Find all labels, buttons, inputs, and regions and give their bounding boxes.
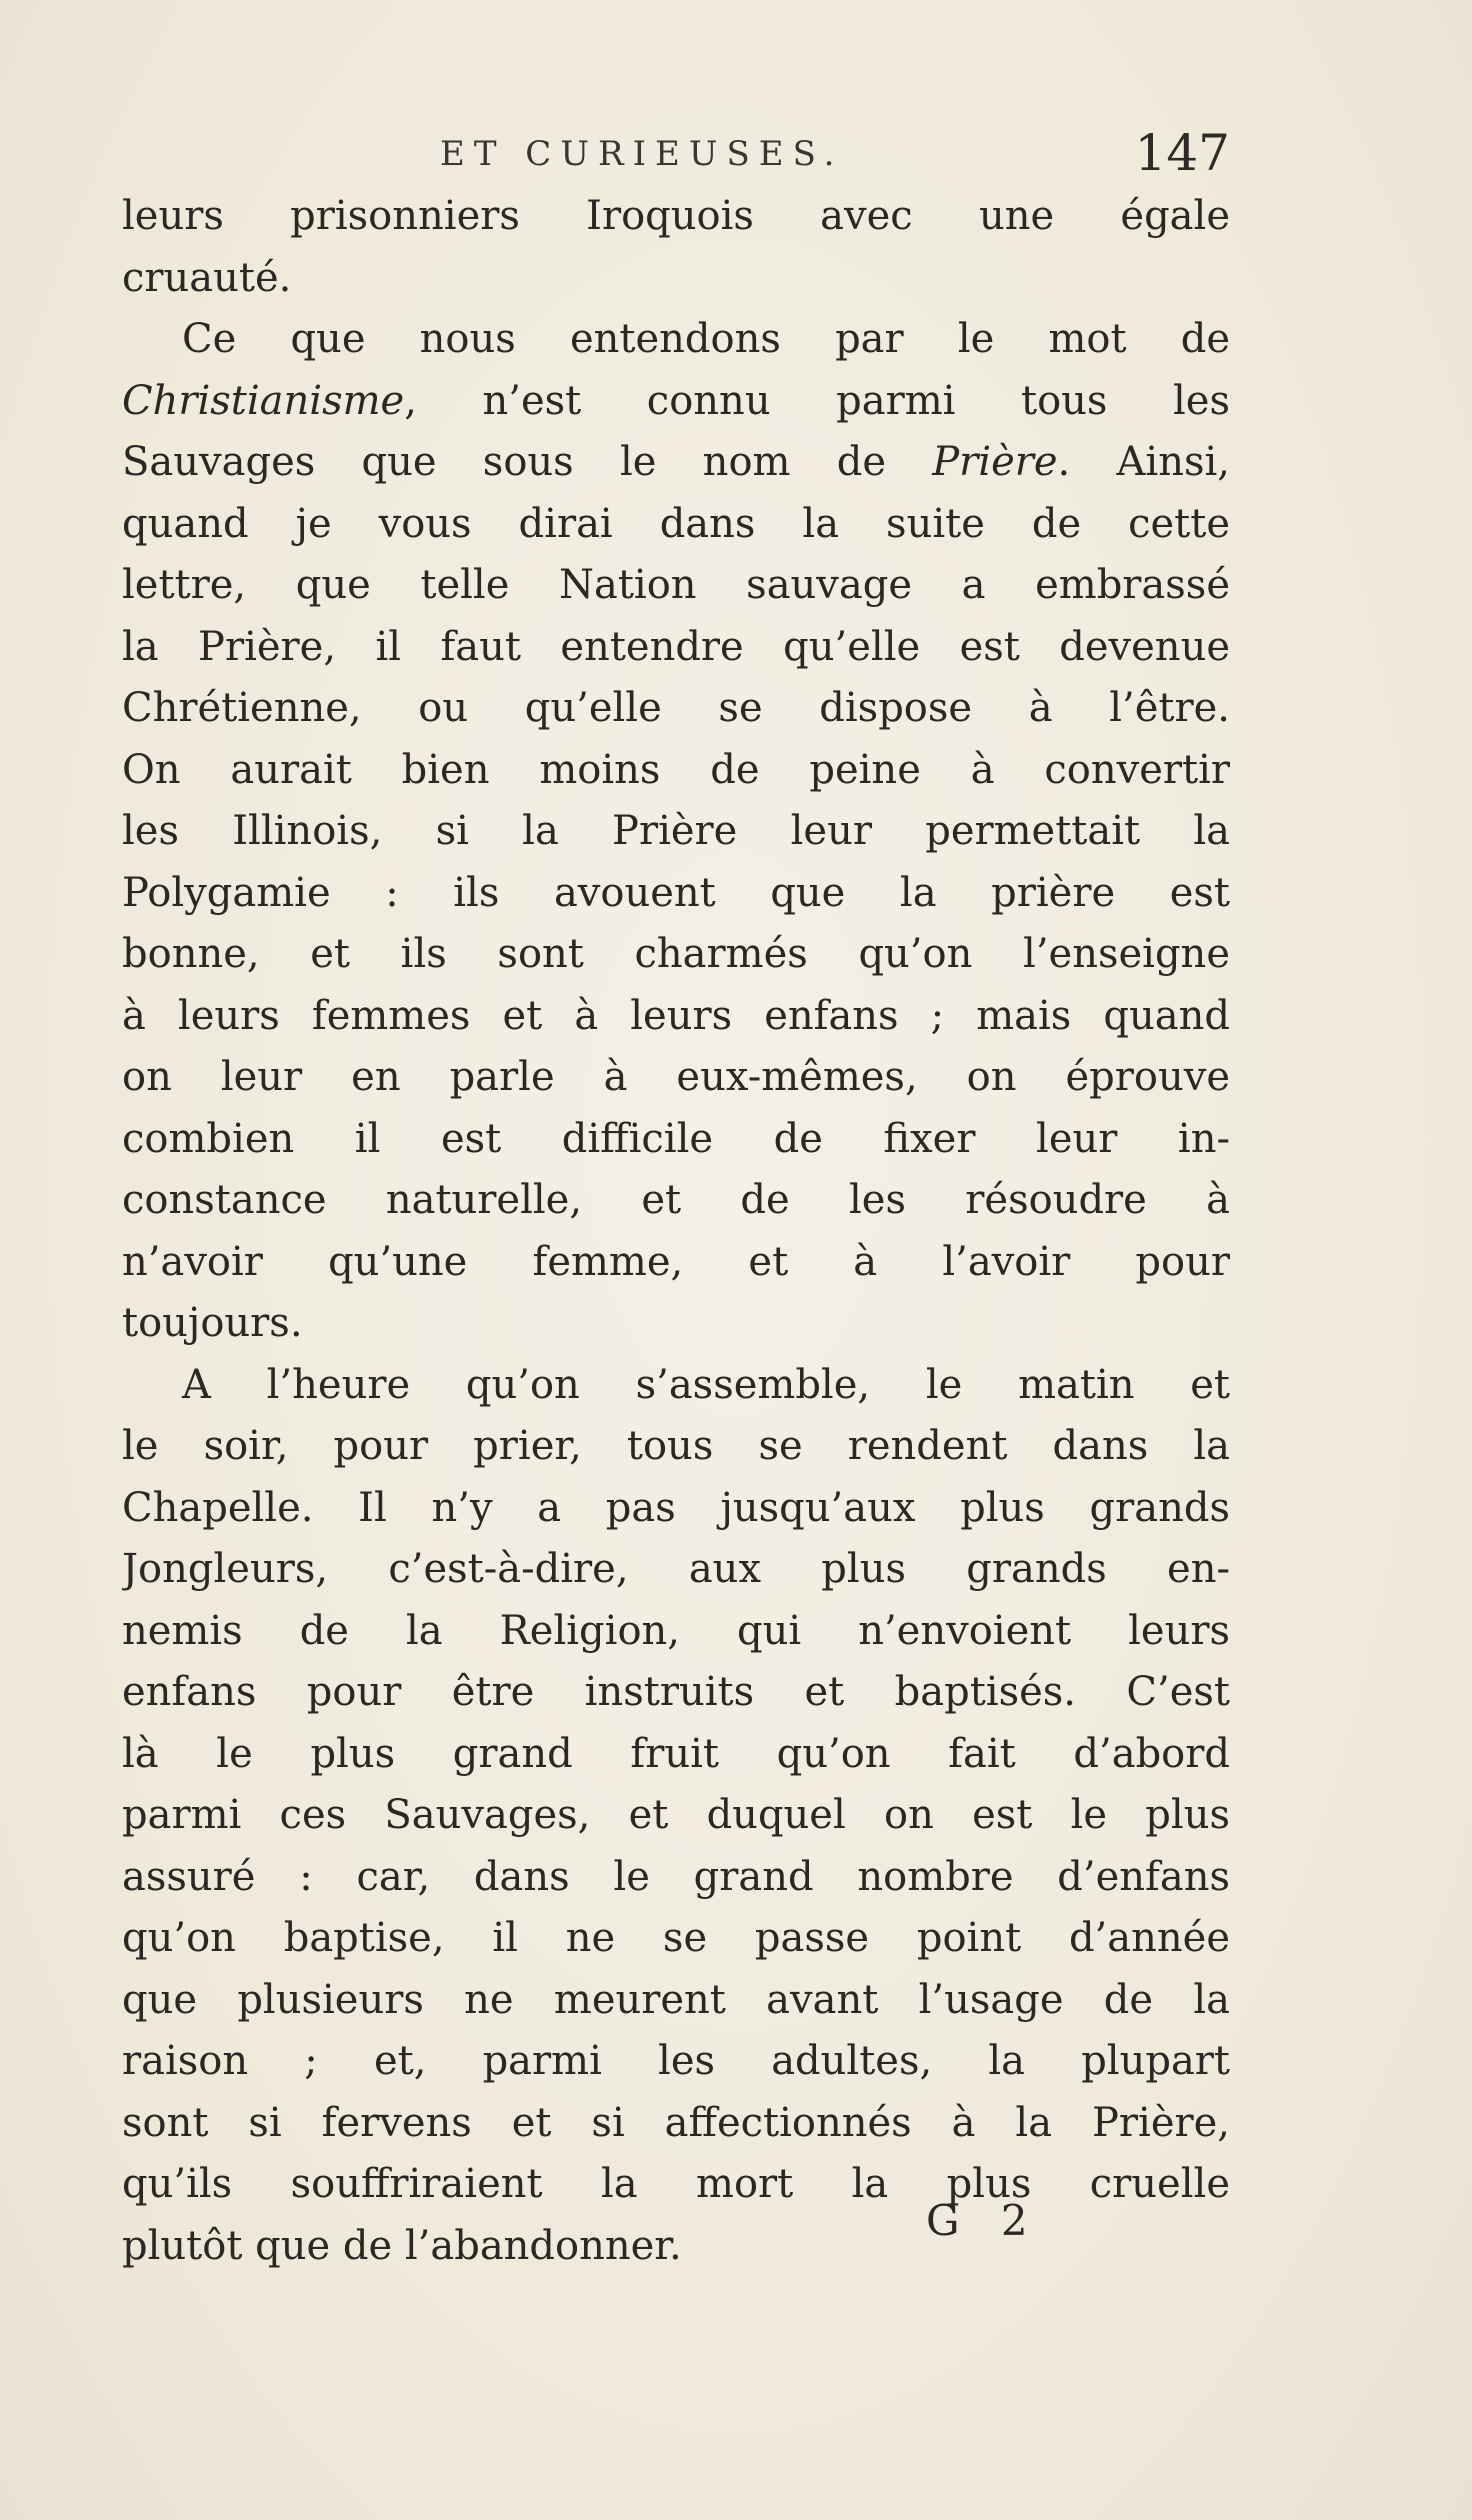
text-line: nemis de la Religion, qui n’envoient leurs (122, 1607, 1230, 1654)
text-line: raison ; et, parmi les adultes, la plupart (122, 2038, 1230, 2084)
body-text (122, 186, 1230, 2277)
text-line: quand je vous dirai dans la suite de cette (122, 500, 1230, 547)
text-line: On aurait bien moins de peine à convertir (122, 746, 1230, 793)
paragraph-start-line: Ce que nous entendons par le mot de (182, 316, 1230, 362)
text-line: parmi ces Sauvages, et duquel on est le plus (122, 1792, 1230, 1838)
text-line: n’avoir qu’une femme, et à l’avoir pour (122, 1238, 1230, 1285)
text-line: enfans pour être instruits et baptisés. C’est (122, 1669, 1230, 1715)
italic-term: Christianisme (122, 377, 405, 424)
text-line: à leurs femmes et à leurs enfans ; mais quand (122, 992, 1230, 1039)
text-line: plutôt que de l’abandonner. (122, 2222, 682, 2269)
text-line: le soir, pour prier, tous se rendent dans la (122, 1423, 1230, 1469)
text-line: combien il est difficile de fixer leur in- (122, 1115, 1230, 1162)
signature-mark: G 2 (926, 2196, 1042, 2245)
text-line: qu’on baptise, il ne se passe point d’année (122, 1915, 1230, 1961)
text-line: Polygamie : ils avouent que la prière est (122, 869, 1230, 916)
text-line: les Illinois, si la Prière leur permettait la (122, 808, 1230, 854)
text-line (122, 432, 1230, 494)
text-line: constance naturelle, et de les résoudre à (122, 1177, 1230, 1223)
text-span: , n’est connu parmi tous les (404, 377, 1230, 424)
text-line: la Prière, il faut entendre qu’elle est devenue (122, 623, 1230, 670)
text-line: leurs prisonniers Iroquois avec une égale (122, 193, 1230, 239)
page-header (122, 124, 1230, 188)
text-line: toujours. (122, 1300, 303, 1346)
page-number: 147 (1134, 124, 1230, 182)
running-title: ET CURIEUSES. (440, 134, 844, 174)
text-line: on leur en parle à eux-mêmes, on éprouve (122, 1054, 1230, 1100)
text-span: Sauvages que sous le nom de (122, 439, 933, 485)
italic-term: Prière (932, 439, 1058, 485)
text-line: Jongleurs, c’est-à-dire, aux plus grands en- (122, 1546, 1230, 1592)
text-line: Chapelle. Il n’y a pas jusqu’aux plus grands (122, 1484, 1230, 1531)
text-line (122, 371, 1230, 433)
text-line: assuré : car, dans le grand nombre d’enfans (122, 1853, 1230, 1900)
text-line: qu’ils souffriraient la mort la plus cruelle (122, 2161, 1230, 2207)
text-line: sont si fervens et si affectionnés à la Prière, (122, 2099, 1230, 2146)
text-line: là le plus grand fruit qu’on fait d’abord (122, 1730, 1230, 1777)
text-span: . Ainsi, (1057, 439, 1230, 485)
paragraph-start-line: A l’heure qu’on s’assemble, le matin et (182, 1361, 1230, 1408)
text-line: cruauté. (122, 254, 292, 301)
text-line: que plusieurs ne meurent avant l’usage de la (122, 1976, 1230, 2023)
text-line: lettre, que telle Nation sauvage a embrassé (122, 562, 1230, 608)
text-line: bonne, et ils sont charmés qu’on l’enseigne (122, 931, 1230, 977)
text-line: Chrétienne, ou qu’elle se dispose à l’être. (122, 685, 1230, 731)
